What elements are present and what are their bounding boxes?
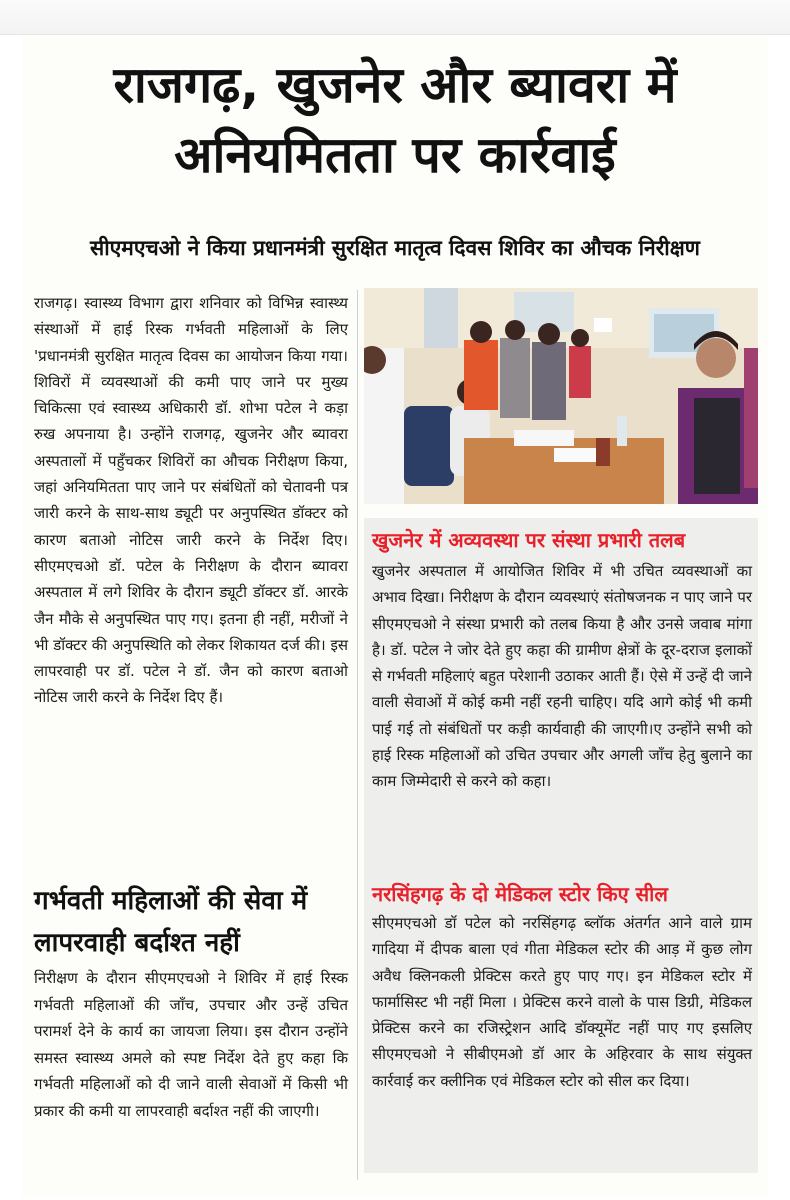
screenshot-top-strip [0, 0, 790, 35]
left-article-body: राजगढ़। स्वास्थ्य विभाग द्वारा शनिवार को विभिन्न स्वास्थ्य संस्थाओं में हाई रिस्क गर्भवती महिलाओं के लिए 'प्रधानमंत्री सुरक्षित मातृत्व दिवस का आयोजन किया गया। शिविरों में व्यवस्थाओं की कमी पाए जाने पर मुख्य चिकित्सा एवं स्वास्थ्य अधिकारी डॉ. शोभा पटेल ने कड़ा रुख अपनाया है। उन्होंने राजगढ़, खुजनेर और ब्यावरा अस्पतालों में पहुँचकर शिविरों का औचक निरीक्षण किया, जहां अनियमितता पाए जाने पर संबंधितों को चेतावनी पत्र जारी करने के साथ-साथ ड्यूटी पर अनुपस्थित डॉक्टर को कारण बताओ नोटिस जारी करने के निर्देश दिए। सीएमएचओ डॉ. पटेल के निरीक्षण के दौरान ब्यावरा अस्पताल में लगे शिविर के दौरान ड्यूटी डॉक्टर डॉ. आरके जैन मौके से अनुपस्थित पाए गए। इतना ही नहीं, मरीजों ने भी डॉक्टर की अनुपस्थिति को लेकर शिकायत दर्ज की। इस लापरवाही पर डॉ. पटेल ने डॉ. जैन को कारण बताओ नोटिस जारी करने के निर्देश दिए हैं। [34, 294, 348, 707]
column-divider [357, 290, 358, 1180]
deck-subheadline: सीएमएचओ ने किया प्रधानमंत्री सुरक्षित मातृत्व दिवस शिविर का औचक निरीक्षण [90, 236, 700, 260]
right-section-1-body: खुजनेर अस्पताल में आयोजित शिविर में भी उचित व्यवस्थाओं का अभाव दिखा। निरीक्षण के दौरान व्यवस्थाएं संतोषजनक न पाए जाने पर सीएमएचओ ने संस्था प्रभारी को तलब किया है और उनसे जवाब मांगा है। डॉ. पटेल ने जोर देते हुए कहा की ग्रामीण क्षेत्रों के दूर-दराज इलाकों से गर्भवती महिलाएं बहुत परेशानी उठाकर आती हैं। ऐसे में उन्हें दी जाने वाली सेवाओं में कोई कमी नहीं रहनी चाहिए। यदि आगे कोई भी कमी पाई गई तो संबंधितों पर कड़ी कार्यवाही की जाएगी।ए उन्होंने सभी को हाई रिस्क महिलाओं को उचित उपचार और अगली जाँच हेतु बुलाने का काम जिम्मेदारी से करने को कहा। [372, 562, 752, 791]
right-section-2-heading: नरसिंहगढ़ के दो मेडिकल स्टोर किए सील [372, 882, 668, 906]
left-section-heading: गर्भवती महिलाओं की सेवा में लापरवाही बर्दाश्त नहीं [34, 886, 308, 958]
news-photo [364, 288, 758, 504]
left-section-body: निरीक्षण के दौरान सीएमएचओ ने शिविर में हाई रिस्क गर्भवती महिलाओं की जाँच, उपचार और उन्हें उचित परामर्श देने के कार्य का जायजा लिया। इस दौरान उन्होंने समस्त स्वास्थ्य अमले को स्पष्ट निर्देश देते हुए कहा कि गर्भवती महिलाओं को दी जाने वाली सेवाओं में किसी भी प्रकार की कमी या लापरवाही बर्दाश्त नहीं की जाएगी। [34, 969, 348, 1120]
right-section-1-heading: खुजनेर में अव्यवस्था पर संस्था प्रभारी तलब [372, 528, 686, 552]
right-section-2-body: सीएमएचओ डॉ पटेल को नरसिंहगढ़ ब्लॉक अंतर्गत आने वाले ग्राम गादिया में दीपक बाला एवं गीता मेडिकल स्टोर की आड़ में कुछ लोग अवैध क्लिनकली प्रेक्टिस करते हुए पाए गए। इन मेडिकल स्टोर में फार्मासिस्ट भी नहीं मिला । प्रेक्टिस करने वालो के पास डिग्री, मेडिकल प्रेक्टिस करने का रजिस्ट्रेशन आदि डॉक्यूमेंट नहीं पाए गए इसलिए सीएमएचओ ने सीबीएमओ डॉ आर के अहिरवार के साथ संयुक्त कार्रवाई कर क्लीनिक एवं मेडिकल स्टोर को सील कर दिया। [372, 914, 752, 1090]
headline: राजगढ़, खुजनेर और ब्यावरा में अनियमितता पर कार्रवाई [113, 56, 677, 184]
photo-illustration [364, 288, 758, 504]
